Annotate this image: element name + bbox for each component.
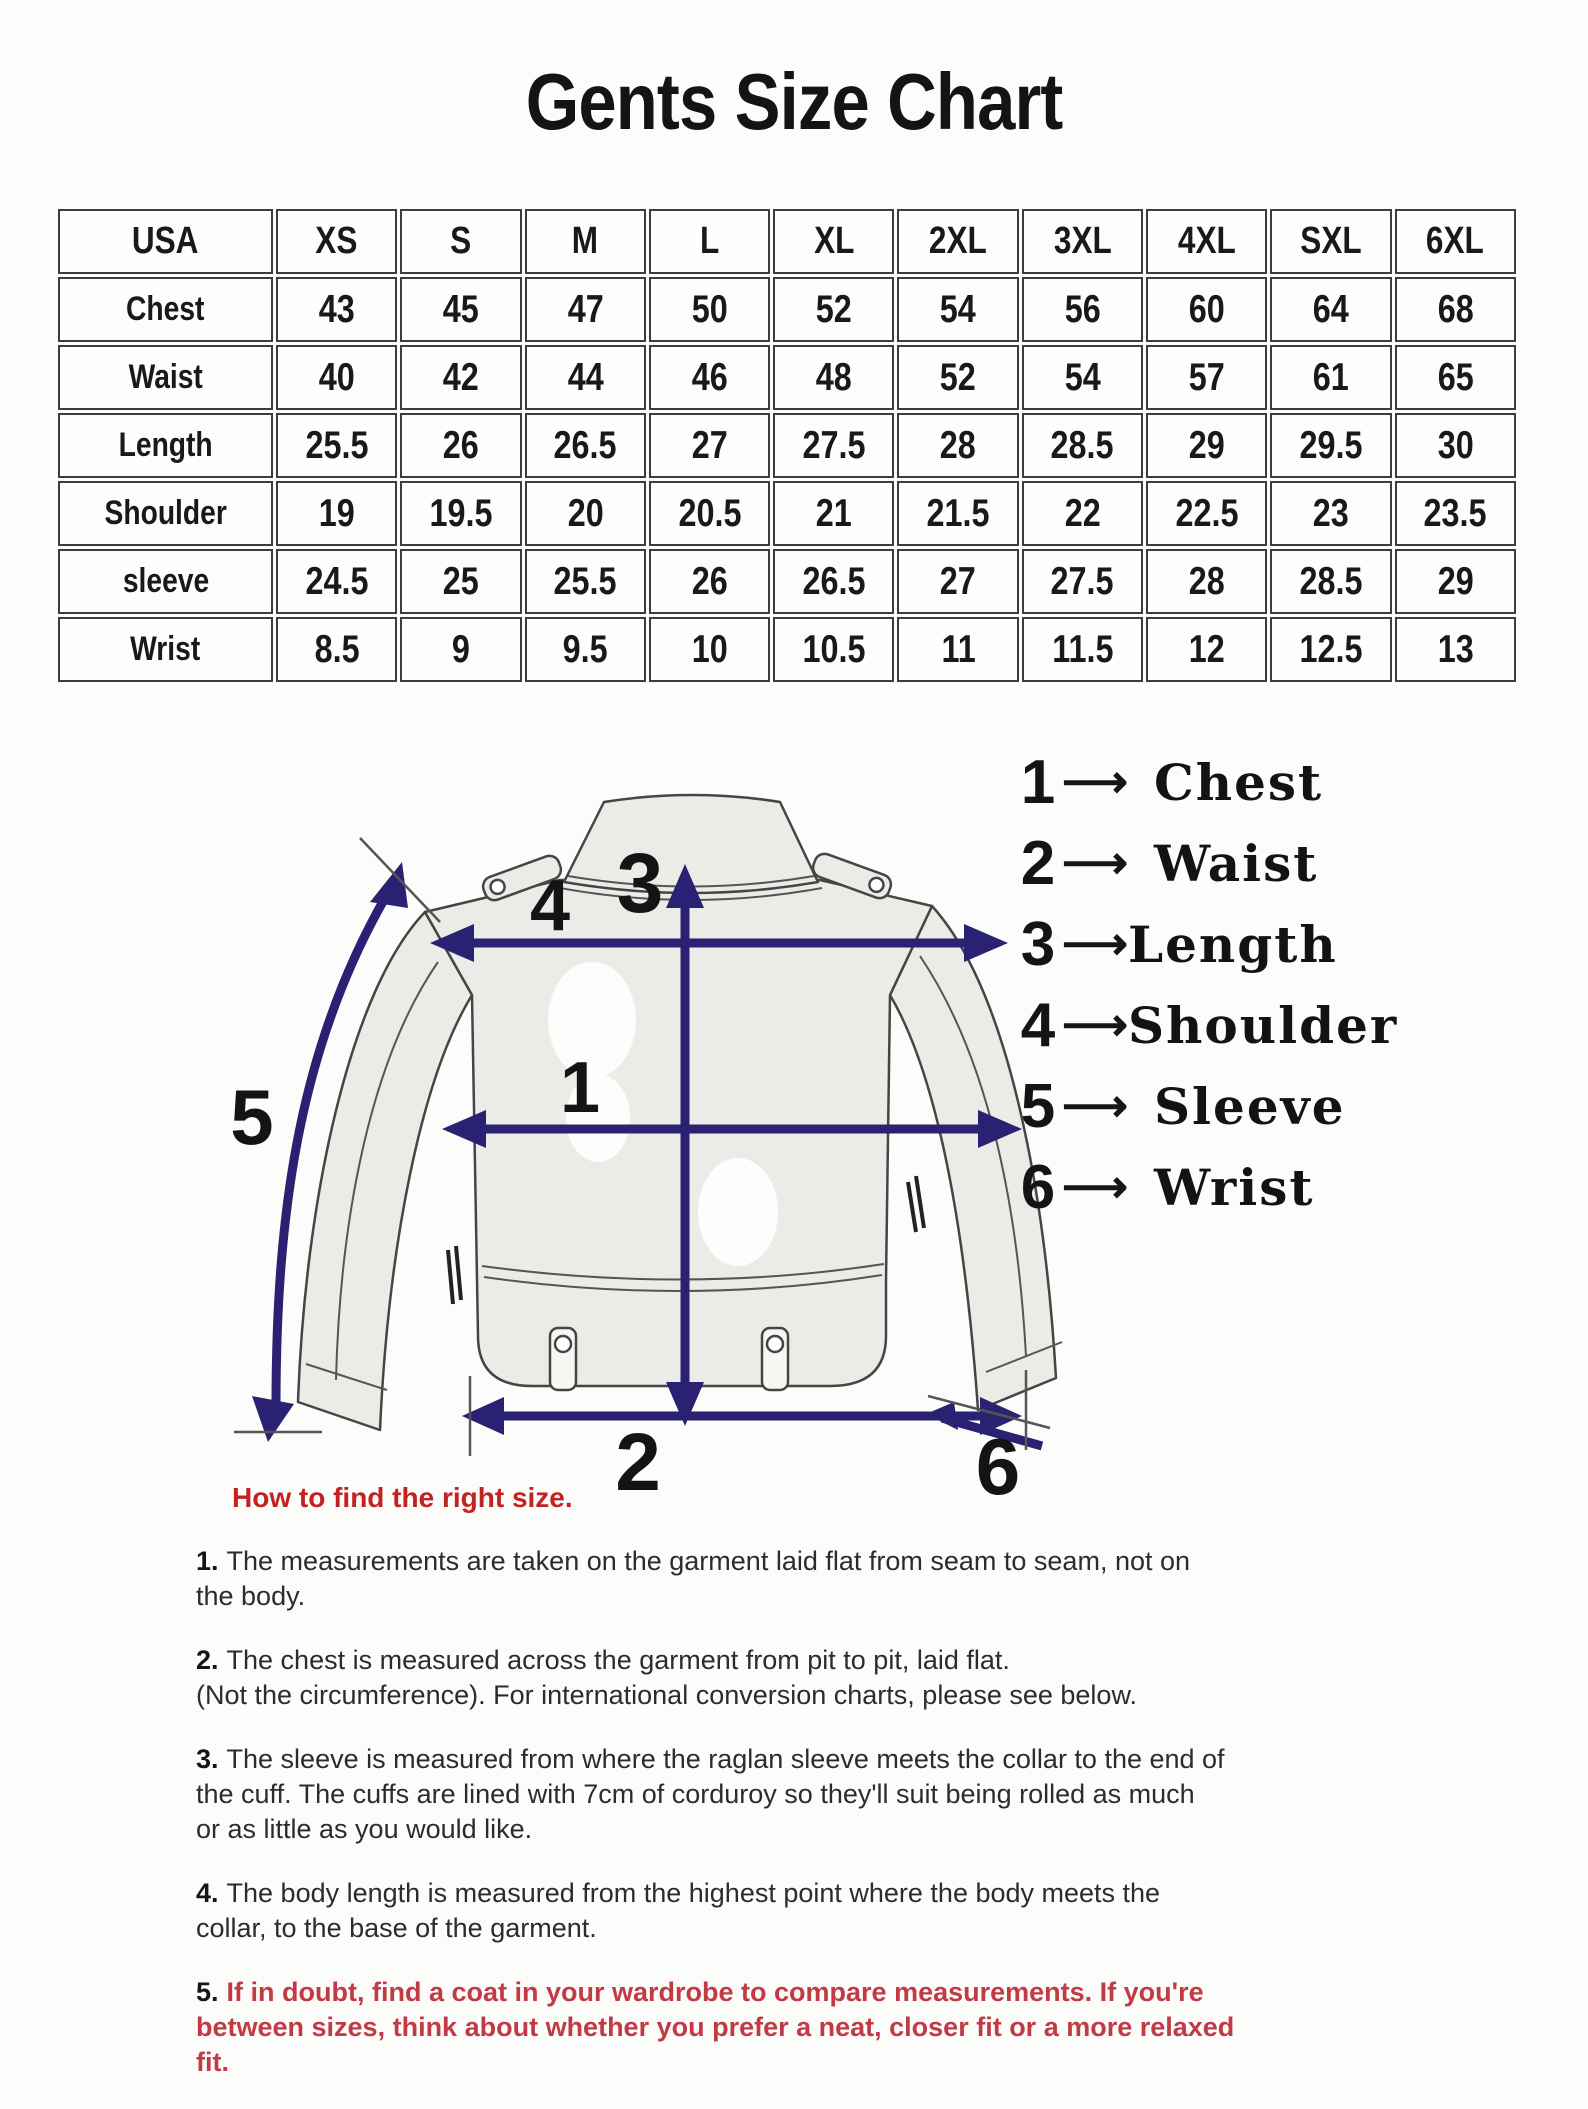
size-value-cell-text: 20.5 <box>678 491 742 535</box>
size-value-cell-text: 61 <box>1313 355 1350 399</box>
size-value-cell <box>1270 413 1391 478</box>
howto-section <box>196 1482 1274 2109</box>
size-value-cell-text: 30 <box>1437 423 1474 467</box>
right-arrow-icon: ⟶ <box>1062 835 1128 888</box>
size-value-cell-text: 13 <box>1437 627 1474 671</box>
size-value-cell <box>1146 481 1267 546</box>
howto-heading: How to find the right size. <box>232 1482 573 1513</box>
size-value-cell-text: 12.5 <box>1299 627 1363 671</box>
size-col-header <box>773 209 894 274</box>
legend-number: 4 <box>1020 991 1056 1060</box>
size-value-cell-text: 19 <box>318 491 355 535</box>
size-col-header <box>400 209 521 274</box>
size-value-cell-text: 65 <box>1437 355 1474 399</box>
measure-row-label <box>58 413 273 478</box>
legend-item-wrist <box>1016 1147 1398 1228</box>
size-value-cell <box>897 413 1018 478</box>
size-value-cell <box>525 617 646 682</box>
size-col-header <box>1022 209 1143 274</box>
marker-3-length: 3 <box>616 836 664 930</box>
size-value-cell <box>773 345 894 410</box>
size-value-cell <box>1270 481 1391 546</box>
measure-row-label-text: Chest <box>126 290 205 328</box>
size-col-header <box>1395 209 1516 274</box>
marker-4-shoulder: 4 <box>529 866 571 946</box>
measure-row-label <box>58 617 273 682</box>
size-value-cell <box>525 277 646 342</box>
size-value-cell-text: 21.5 <box>926 491 990 535</box>
size-value-cell-text: 56 <box>1064 287 1101 331</box>
legend-number: 6 <box>1020 1153 1056 1222</box>
size-value-cell-text: 29.5 <box>1299 423 1363 467</box>
size-value-cell-text: 27 <box>940 559 977 603</box>
measure-legend <box>1016 742 1398 1228</box>
size-col-header <box>1146 209 1267 274</box>
size-value-cell-text: 52 <box>940 355 977 399</box>
marker-1-chest: 1 <box>559 1048 601 1128</box>
size-value-cell <box>897 549 1018 614</box>
marker-2-waist: 2 <box>615 1417 661 1500</box>
size-value-cell <box>400 617 521 682</box>
size-value-cell-text: 23.5 <box>1423 491 1487 535</box>
size-value-cell <box>1270 345 1391 410</box>
size-value-cell <box>1395 277 1516 342</box>
size-value-cell-text: 44 <box>567 355 604 399</box>
size-value-cell-text: 22.5 <box>1175 491 1239 535</box>
size-value-cell <box>1146 549 1267 614</box>
usa-header-cell <box>58 209 273 274</box>
right-arrow-icon: ⟶ <box>1062 916 1128 969</box>
howto-item-number: 2. <box>196 1645 219 1675</box>
size-col-header-text: XS <box>315 220 358 262</box>
size-value-cell <box>1395 345 1516 410</box>
size-value-cell <box>773 617 894 682</box>
size-value-cell-text: 54 <box>1064 355 1101 399</box>
howto-item: 1. The measurements are taken on the garment laid flat from seam to seam, not on the body. <box>196 1546 1191 1611</box>
size-value-cell <box>773 277 894 342</box>
size-value-cell <box>525 413 646 478</box>
size-value-cell-text: 20 <box>567 491 604 535</box>
size-value-cell <box>400 277 521 342</box>
size-value-cell-text: 28 <box>1188 559 1225 603</box>
size-value-cell-text: 25.5 <box>553 559 617 603</box>
size-value-cell-text: 8.5 <box>314 627 360 671</box>
right-arrow-icon: ⟶ <box>1062 754 1128 807</box>
size-col-header-text: 6XL <box>1426 220 1485 262</box>
legend-item-length <box>1016 904 1398 985</box>
size-value-cell-text: 60 <box>1188 287 1225 331</box>
table-row <box>58 345 1516 410</box>
size-col-header-text: SXL <box>1300 220 1362 262</box>
measure-row-label-text: Wrist <box>130 630 201 668</box>
size-value-cell <box>649 617 770 682</box>
table-row <box>58 277 1516 342</box>
legend-item-chest <box>1016 742 1398 823</box>
size-value-cell <box>400 481 521 546</box>
size-value-cell <box>1270 617 1391 682</box>
size-value-cell-text: 40 <box>318 355 355 399</box>
measure-row-label-text: sleeve <box>122 562 209 600</box>
page-title <box>0 56 1588 148</box>
left-sleeve <box>298 912 472 1430</box>
size-value-cell-text: 22 <box>1064 491 1101 535</box>
size-value-cell <box>525 481 646 546</box>
size-value-cell-text: 48 <box>815 355 852 399</box>
size-col-header-text: 2XL <box>929 220 988 262</box>
size-value-cell <box>1270 277 1391 342</box>
size-value-cell-text: 27.5 <box>1050 559 1114 603</box>
measure-row-label-text: Length <box>118 426 213 464</box>
size-table <box>55 206 1519 685</box>
size-value-cell <box>773 549 894 614</box>
howto-list <box>196 1544 1274 2080</box>
size-value-cell <box>1270 549 1391 614</box>
size-value-cell-text: 26 <box>442 423 479 467</box>
howto-item: 5. If in doubt, find a coat in your wardrobe to compare measurements. If you're between sizes, think about whether you prefer a neat, closer fit or a more relaxed fit. <box>196 1977 1235 2077</box>
legend-number: 2 <box>1020 829 1056 898</box>
size-value-cell <box>1146 277 1267 342</box>
size-value-cell-text: 43 <box>318 287 355 331</box>
right-arrow-icon: ⟶ <box>1062 1159 1128 1212</box>
size-value-cell-text: 42 <box>442 355 479 399</box>
size-col-header-text: XL <box>813 220 854 262</box>
legend-label: Sleeve <box>1153 1077 1346 1136</box>
size-value-cell <box>276 617 397 682</box>
size-value-cell-text: 28.5 <box>1050 423 1114 467</box>
howto-item: 2. The chest is measured across the garment from pit to pit, laid flat. (Not the circumference). For international conversion charts, please see below. <box>196 1645 1137 1710</box>
size-value-cell <box>400 345 521 410</box>
size-col-header <box>525 209 646 274</box>
legend-item-sleeve <box>1016 1066 1398 1147</box>
measure-row-label-text: Shoulder <box>104 494 227 532</box>
size-value-cell <box>1022 345 1143 410</box>
size-value-cell-text: 11.5 <box>1051 627 1114 671</box>
legend-number: 1 <box>1020 748 1056 817</box>
page-title-text: Gents Size Chart <box>525 57 1063 146</box>
howto-item-number: 3. <box>196 1744 219 1774</box>
size-value-cell <box>1395 549 1516 614</box>
size-value-cell-text: 46 <box>691 355 728 399</box>
howto-item-number: 5. <box>196 1977 219 2007</box>
size-value-cell-text: 23 <box>1313 491 1350 535</box>
size-value-cell-text: 57 <box>1188 355 1225 399</box>
size-value-cell-text: 9.5 <box>562 627 608 671</box>
size-value-cell <box>1395 617 1516 682</box>
marker-6-wrist: 6 <box>975 1422 1021 1500</box>
size-value-cell-text: 26 <box>691 559 728 603</box>
size-value-cell <box>525 549 646 614</box>
size-value-cell-text: 25 <box>442 559 479 603</box>
size-value-cell-text: 45 <box>442 287 479 331</box>
size-value-cell-text: 54 <box>940 287 977 331</box>
size-value-cell-text: 27 <box>691 423 728 467</box>
size-value-cell <box>276 277 397 342</box>
size-value-cell-text: 26.5 <box>802 559 866 603</box>
size-value-cell <box>1146 413 1267 478</box>
size-value-cell-text: 12 <box>1188 627 1225 671</box>
size-value-cell <box>649 413 770 478</box>
size-value-cell-text: 28 <box>940 423 977 467</box>
legend-label: Length <box>1127 915 1338 974</box>
size-value-cell <box>276 481 397 546</box>
size-value-cell <box>276 549 397 614</box>
size-value-cell-text: 9 <box>451 627 470 671</box>
size-value-cell <box>649 345 770 410</box>
jacket-diagram <box>140 780 1100 1500</box>
size-col-header-text: 3XL <box>1053 220 1112 262</box>
legend-item-waist <box>1016 823 1398 904</box>
legend-item-shoulder <box>1016 985 1398 1066</box>
size-value-cell-text: 10.5 <box>802 627 866 671</box>
measure-row-label-text: Waist <box>128 358 203 396</box>
size-value-cell <box>525 345 646 410</box>
size-value-cell <box>773 481 894 546</box>
size-value-cell <box>897 617 1018 682</box>
size-value-cell-text: 19.5 <box>429 491 493 535</box>
size-value-cell-text: 11 <box>941 627 976 671</box>
size-value-cell <box>1146 617 1267 682</box>
measure-row-label <box>58 481 273 546</box>
size-value-cell <box>1022 549 1143 614</box>
size-value-cell-text: 64 <box>1313 287 1350 331</box>
legend-label: Waist <box>1153 834 1319 893</box>
size-value-cell-text: 24.5 <box>305 559 369 603</box>
size-value-cell-text: 68 <box>1437 287 1474 331</box>
usa-header-cell-text: USA <box>132 220 199 262</box>
howto-item-number: 4. <box>196 1878 219 1908</box>
size-value-cell <box>1395 481 1516 546</box>
legend-number: 3 <box>1020 910 1056 979</box>
size-col-header-text: L <box>699 220 720 262</box>
size-table-body <box>58 209 1516 682</box>
size-col-header-text: S <box>450 220 472 262</box>
right-arrow-icon: ⟶ <box>1062 1078 1128 1131</box>
measure-row-label <box>58 549 273 614</box>
size-value-cell <box>897 277 1018 342</box>
size-value-cell <box>897 481 1018 546</box>
size-value-cell <box>276 413 397 478</box>
size-value-cell-text: 27.5 <box>802 423 866 467</box>
size-col-header-text: M <box>572 220 599 262</box>
size-value-cell-text: 28.5 <box>1299 559 1363 603</box>
size-value-cell-text: 50 <box>691 287 728 331</box>
measure-row-label <box>58 345 273 410</box>
size-value-cell-text: 29 <box>1188 423 1225 467</box>
table-row <box>58 481 1516 546</box>
marker-5-sleeve: 5 <box>230 1073 274 1161</box>
legend-label: Wrist <box>1153 1158 1315 1217</box>
howto-item-number: 1. <box>196 1546 219 1576</box>
size-value-cell-text: 52 <box>815 287 852 331</box>
size-value-cell <box>400 413 521 478</box>
size-col-header <box>276 209 397 274</box>
table-row <box>58 617 1516 682</box>
legend-number: 5 <box>1020 1072 1056 1141</box>
size-value-cell-text: 10 <box>691 627 728 671</box>
size-col-header <box>1270 209 1391 274</box>
size-col-header <box>897 209 1018 274</box>
legend-label: Shoulder <box>1127 996 1399 1055</box>
size-value-cell <box>773 413 894 478</box>
howto-item: 4. The body length is measured from the highest point where the body meets the collar, to the base of the garment. <box>196 1878 1161 1943</box>
size-value-cell-text: 25.5 <box>305 423 369 467</box>
size-value-cell <box>400 549 521 614</box>
size-value-cell-text: 29 <box>1437 559 1474 603</box>
size-value-cell <box>1395 413 1516 478</box>
size-value-cell <box>649 277 770 342</box>
howto-item: 3. The sleeve is measured from where the raglan sleeve meets the collar to the end of the cuff. The cuffs are lined with 7cm of corduroy so they'll suit being rolled as much or as little as you would like. <box>196 1744 1225 1844</box>
table-header-row <box>58 209 1516 274</box>
size-value-cell <box>1022 277 1143 342</box>
size-col-header <box>649 209 770 274</box>
size-col-header-text: 4XL <box>1177 220 1236 262</box>
measure-row-label <box>58 277 273 342</box>
size-value-cell-text: 47 <box>567 287 604 331</box>
size-value-cell <box>1022 617 1143 682</box>
right-arrow-icon: ⟶ <box>1062 997 1128 1050</box>
size-value-cell <box>1022 413 1143 478</box>
legend-label: Chest <box>1153 753 1324 812</box>
size-value-cell <box>1146 345 1267 410</box>
size-value-cell <box>649 549 770 614</box>
size-value-cell <box>1022 481 1143 546</box>
table-row <box>58 413 1516 478</box>
size-value-cell-text: 21 <box>815 491 852 535</box>
table-row <box>58 549 1516 614</box>
size-value-cell <box>649 481 770 546</box>
size-value-cell-text: 26.5 <box>553 423 617 467</box>
size-value-cell <box>897 345 1018 410</box>
size-value-cell <box>276 345 397 410</box>
